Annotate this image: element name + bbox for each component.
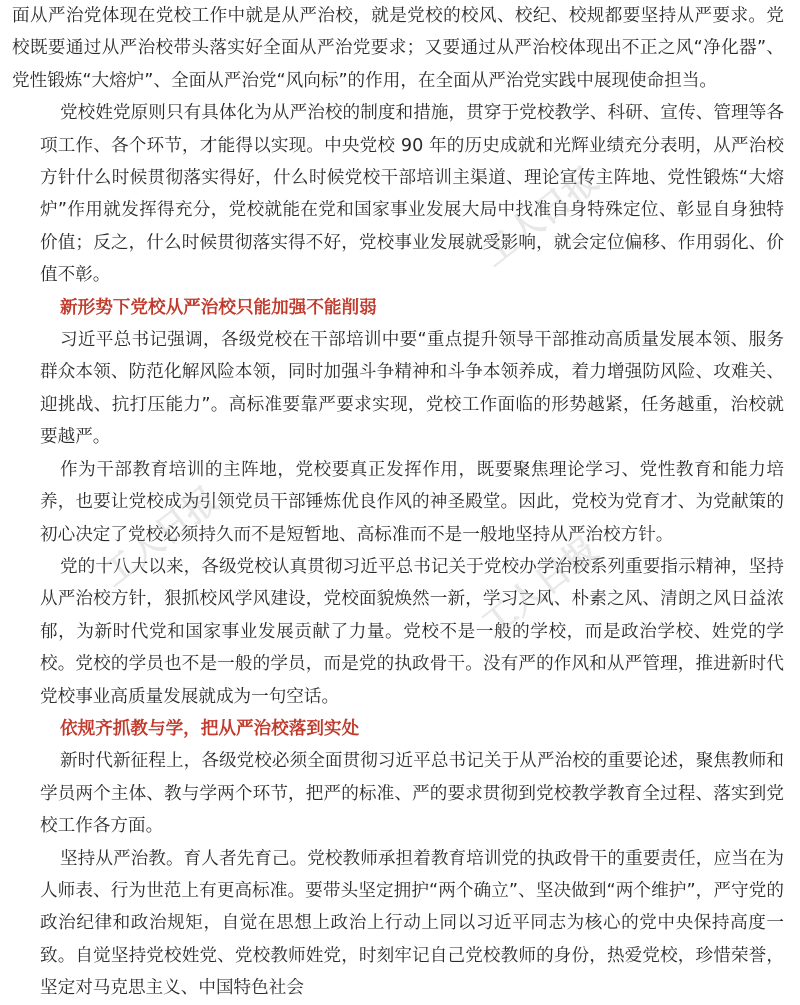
body-paragraph: 坚持从严治教。育人者先育己。党校教师承担着教育培训党的执政骨干的重要责任，应当在为人师表、行为世范上有更高标准。要带头坚定拥护“两个确立”、坚决做到“两个维护”，严守党的政治纪律和政治规矩，自觉在思想上政治上行动上同以习近平同志为核心的党中央保持高度一致。自觉坚持党校姓党、党校教师姓党，时刻牢记自己党校教师的身份，热爱党校，珍惜荣誉，坚定对马克思主义、中国特色社会 xyxy=(40,848,784,999)
body-paragraph: 面从严治党体现在党校工作中就是从严治校，就是党校的校风、校纪、校规都要坚持从严要求。党校既要通过从严治校带头落实好全面从严治党要求；又要通过从严治校体现出不正之风“净化器”、党性锻炼“大熔炉”、全面从严治党“风向标”的作用，在全面从严治党实践中展现使命担当。 xyxy=(12,6,784,91)
body-paragraph: 党的十八大以来，各级党校认真贯彻习近平总书记关于党校办学治校系列重要指示精神，坚持从严治校方针，狠抓校风学风建设，党校面貌焕然一新，学习之风、朴素之风、清朗之风日益浓郁，为新时代党和国家事业发展贡献了力量。党校不是一般的学校，而是政治学校、姓党的学校。党校的学员也不是一般的学员，而是党的执政骨干。没有严的作风和从严管理，推进新时代党校事业高质量发展就成为一句空话。 xyxy=(40,556,784,707)
body-paragraph: 作为干部教育培训的主阵地，党校要真正发挥作用，既要聚焦理论学习、党性教育和能力培养，也要让党校成为引领党员干部锤炼优良作风的神圣殿堂。因此，党校为党育才、为党献策的初心决定了党校必须持久而不是短暂地、高标准而不是一般地坚持从严治校方针。 xyxy=(40,459,784,545)
watermark: 工人日报 xyxy=(474,529,607,645)
body-paragraph: 习近平总书记强调，各级党校在干部培训中要“重点提升领导干部推动高质量发展本领、服务群众本领、防范化解风险本领，同时加强斗争精神和斗争本领养成，着力增强防风险、攻难关、迎挑战、抗打压能力”。高标准要靠严要求实现，党校工作面临的形势越紧，任务越重，治校就要越严。 xyxy=(40,330,784,448)
section-heading: 依规齐抓教与学，把从严治校落到实处 xyxy=(60,718,360,739)
section-heading: 新形势下党校从严治校只能加强不能削弱 xyxy=(60,297,377,318)
watermark: 工人日报 xyxy=(94,479,227,595)
body-paragraph: 新时代新征程上，各级党校必须全面贯彻习近平总书记关于从严治校的重要论述，聚焦教师和学员两个主体、教与学两个环节，把严的标准、严的要求贯彻到党校教学教育全过程、落实到党校工作各方面。 xyxy=(40,751,784,837)
watermark: 工人日报 xyxy=(474,159,607,275)
body-paragraph: 党校姓党原则只有具体化为从严治校的制度和措施，贯穿于党校教学、科研、宣传、管理等各项工作、各个环节，才能得以实现。中央党校 90 年的历史成就和光辉业绩充分表明，从严治校方针什么时候贯彻落实得好，什么时候党校干部培训主渠道、理论宣传主阵地、党性锻炼“大熔炉”作用就发挥得充分，党校就能在党和国家事业发展大局中找准自身特殊定位、彰显自身独特价值；反之，什么时候贯彻落实得不好，党校事业发展就受影响，就会定位偏移、作用弱化、价值不彰。 xyxy=(40,103,784,286)
